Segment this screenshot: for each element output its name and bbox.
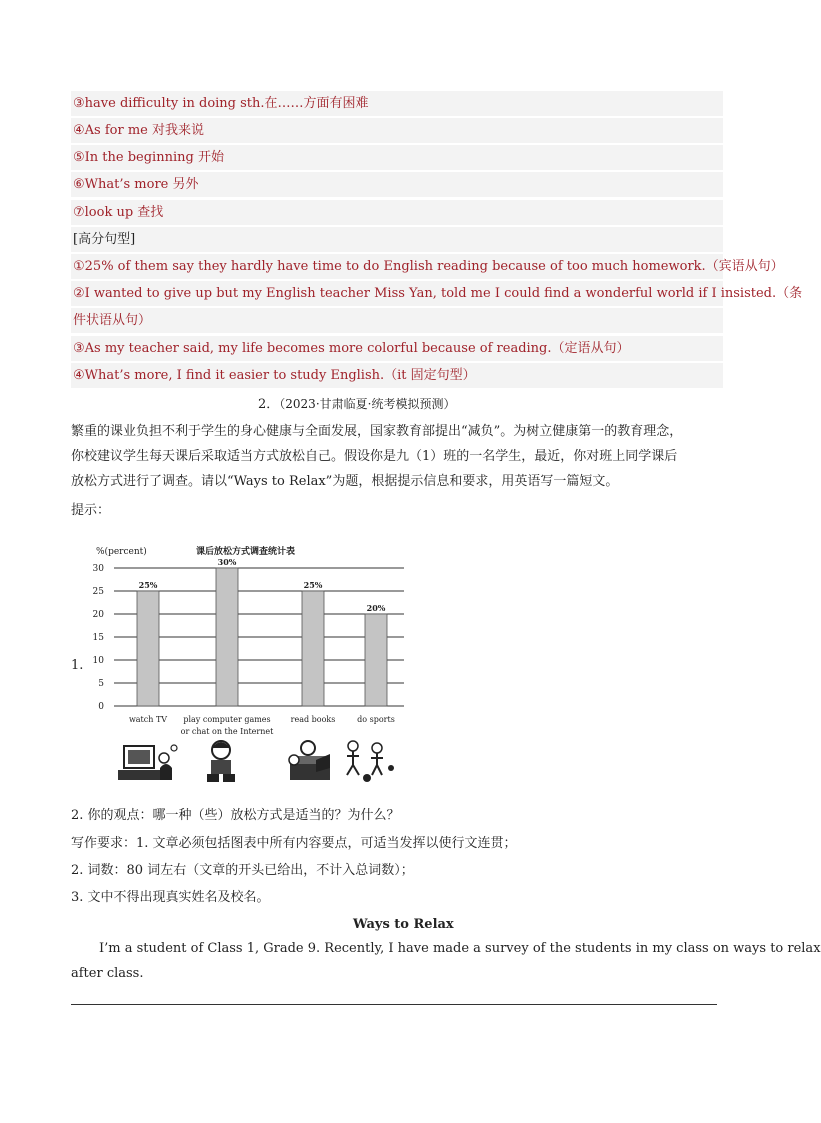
phrase-item: ⑤In the beginning 开始	[71, 145, 723, 171]
sentences-heading: [高分句型]	[71, 227, 723, 253]
category-label: watch TV	[128, 715, 168, 724]
bar-value-label: 25%	[303, 580, 323, 590]
phrase-item: ④As for me 对我来说	[71, 118, 723, 144]
sentence-item-continued: 件状语从句）	[71, 308, 723, 334]
y-tick-label: 25	[92, 587, 104, 597]
sports-icon	[347, 741, 394, 782]
bar-value-label: 25%	[138, 580, 158, 590]
computer-games-icon	[207, 741, 235, 782]
bar-chart	[86, 538, 416, 798]
question-number: 2．	[258, 397, 280, 412]
bar	[137, 591, 159, 706]
y-tick-label: 20	[92, 610, 104, 620]
answer-line[interactable]	[71, 1004, 717, 1005]
sentence-item: ④What’s more, I find it easier to study English.（it 固定句型）	[71, 363, 723, 389]
hint-label: 提示：	[71, 503, 111, 518]
phrase-item: ⑥What’s more 另外	[71, 172, 723, 198]
category-label: do sports	[357, 715, 395, 724]
question-header	[258, 394, 455, 415]
y-tick-label: 0	[98, 702, 104, 712]
bar	[216, 568, 238, 706]
reading-icon	[289, 741, 330, 780]
intro-line: 你校建议学生每天课后采取适当方式放松自己。假设你是九（1）班的一名学生，最近，你对班上同学课后	[71, 449, 678, 464]
question-source: （2023·甘肃临夏·统考模拟预测）	[279, 397, 456, 411]
item-number: 1.	[71, 658, 84, 673]
bar	[365, 614, 387, 706]
sentence-item: ①25% of them say they hardly have time to do English reading because of too much homework.（宾语从句）	[71, 254, 723, 280]
category-label: or chat on the Internet	[180, 727, 274, 736]
intro-line: 繁重的课业负担不利于学生的身心健康与全面发展，国家教育部提出“减负”。为树立健康第一的教育理念，	[71, 424, 683, 439]
essay-title: Ways to Relax	[353, 917, 454, 932]
requirement-line: 写作要求：1. 文章必须包括图表中所有内容要点，可适当发挥以使行文连贯；	[71, 836, 517, 851]
point-2: 2. 你的观点：哪一种（些）放松方式是适当的？为什么？	[71, 808, 400, 823]
sentence-item: ②I wanted to give up but my English teacher Miss Yan, told me I could find a wonderful world if I insisted.（条	[71, 281, 723, 307]
y-tick-label: 10	[92, 656, 104, 666]
essay-line: I’m a student of Class 1, Grade 9. Recently, I have made a survey of the students in my class on ways to relax	[99, 941, 821, 956]
chart-ylabel: %(percent)	[96, 547, 147, 557]
intro-line: 放松方式进行了调查。请以“Ways to Relax”为题，根据提示信息和要求，用英语写一篇短文。	[71, 474, 619, 489]
bar-value-label: 30%	[217, 557, 237, 567]
tv-watching-icon	[118, 745, 177, 780]
chart-title: 课后放松方式调查统计表	[196, 547, 296, 557]
bar	[302, 591, 324, 706]
bar-value-label: 20%	[366, 603, 386, 613]
y-tick-label: 15	[92, 633, 104, 643]
y-tick-label: 5	[98, 679, 104, 689]
category-label: read books	[290, 715, 336, 724]
phrase-item: ⑦look up 查找	[71, 200, 723, 226]
essay-line: after class.	[71, 966, 144, 981]
requirement-line: 2. 词数：80 词左右（文章的开头已给出，不计入总词数）；	[71, 863, 414, 878]
requirement-line: 3. 文中不得出现真实姓名及校名。	[71, 890, 270, 905]
phrase-item: ③have difficulty in doing sth.在……方面有困难	[71, 91, 723, 117]
y-tick-label: 30	[92, 564, 104, 574]
sentence-item: ③As my teacher said, my life becomes more colorful because of reading.（定语从句）	[71, 336, 723, 362]
category-label: play computer games	[183, 715, 271, 724]
